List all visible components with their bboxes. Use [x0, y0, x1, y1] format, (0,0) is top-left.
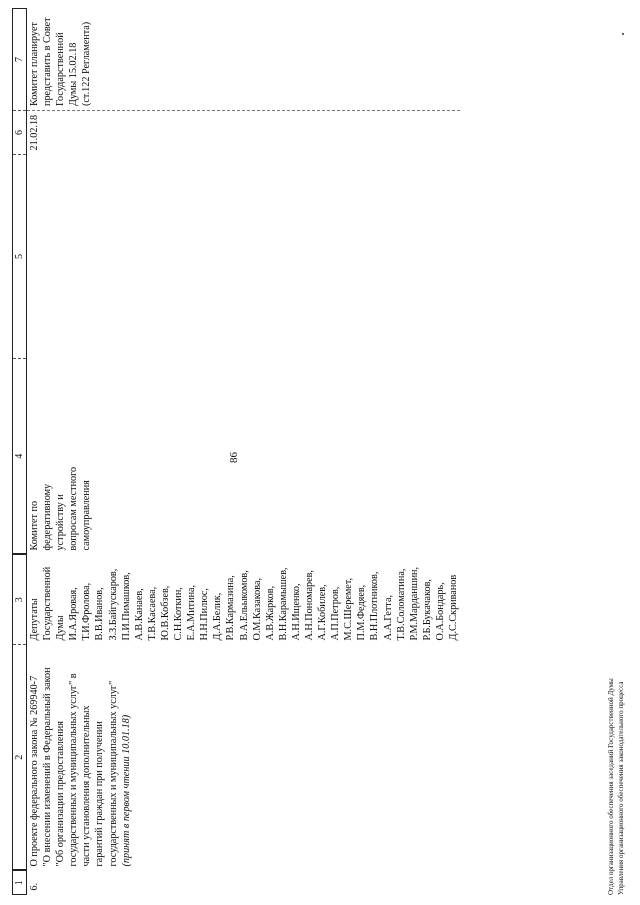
row-number: 6.: [29, 882, 40, 891]
author-line: Ю.В.Кобзев,: [159, 585, 171, 641]
committee-line: самоуправления: [81, 480, 93, 551]
author-line: В.В.Иванов,: [94, 587, 106, 641]
author-line: С.Н.Коткин,: [173, 587, 185, 641]
author-line: В.Н.Карамышев,: [277, 567, 289, 641]
bill-title-line: "О внесении изменений в Федеральный закон: [42, 667, 54, 867]
table-row: [27, 9, 461, 895]
plan-line: представить в Совет: [42, 17, 54, 106]
footer-line: Управления организационного обеспечения законодательного процесса: [617, 681, 625, 895]
plan-line: Комитет планирует: [29, 22, 40, 106]
author-line: Н.Н.Пилюс,: [199, 588, 211, 641]
author-line: В.А.Ельыкомов,: [238, 570, 250, 641]
plan-line: (ст.122 Регламента): [81, 21, 93, 106]
author-line: Д.С.Скриванов: [448, 574, 459, 641]
bill-title-line: государственных и муниципальных услуг": [107, 680, 119, 867]
author-line: Р.В.Кармазина,: [225, 575, 237, 641]
first-reading-note: (принят в первом чтении 10.01.18): [120, 714, 132, 867]
col-header-6: 6: [13, 111, 27, 155]
col-header-7: 7: [13, 9, 27, 111]
bill-table: [12, 8, 460, 895]
author-line: А.Н.Пономарев,: [303, 570, 315, 641]
bill-title-line: гарантий граждан при получении: [94, 721, 106, 867]
plan-line: Государственной: [55, 32, 67, 106]
page-number: 86: [228, 452, 240, 463]
col-header-1: 1: [13, 871, 27, 895]
author-line: Е.А.Митина,: [186, 584, 198, 641]
author-line: Думы: [55, 615, 67, 641]
committee-cell: [27, 359, 461, 555]
author-line: Депутаты: [29, 598, 40, 641]
author-line: М.С.Шеремет,: [343, 577, 355, 641]
bill-title-line: части установления дополнительных: [81, 705, 93, 867]
author-line: П.М.Федяев,: [356, 584, 368, 641]
authors-cell: [27, 555, 461, 645]
author-line: А.Г.Кобилев,: [317, 584, 329, 641]
author-line: Р.Б.Букачаков,: [421, 579, 433, 641]
bill-title-cell: [27, 645, 461, 871]
bill-title-line: государственных и муниципальных услуг" в: [68, 673, 80, 867]
author-line: А.В.Канаев,: [133, 588, 145, 641]
author-line: З.З.Байгускаров,: [107, 568, 119, 641]
author-line: Т.В.Соломатина,: [395, 568, 407, 641]
column-5-cell: [27, 155, 461, 359]
committee-line: устройству и: [55, 494, 67, 551]
col-header-2: 2: [13, 645, 27, 871]
author-line: Д.А.Белик,: [212, 592, 224, 641]
author-line: Р.М.Марданшин,: [408, 566, 420, 641]
plan-line: Думы 15.02.18: [68, 42, 80, 106]
author-line: Государственной: [42, 566, 54, 641]
author-line: П.И.Пимашков,: [120, 572, 132, 641]
author-line: О.А.Бондарь,: [434, 582, 446, 641]
bill-title-line: О проекте федерального закона № 269940-7: [29, 675, 40, 867]
author-line: Т.В.Касаева,: [146, 586, 158, 641]
footer-line: Отдел организационного обеспечения заседаний Государственной Думы: [607, 678, 615, 895]
plan-cell: [27, 9, 461, 111]
author-line: А.П.Петров,: [330, 586, 342, 641]
column-number-row: [13, 9, 27, 895]
author-line: В.Н.Плотников,: [369, 571, 381, 641]
author-line: Т.И.Фролова,: [81, 582, 93, 641]
author-line: И.А.Яровая,: [68, 587, 80, 641]
author-line: А.Н.Ищенко,: [290, 583, 302, 641]
col-header-4: 4: [13, 359, 27, 555]
committee-line: федеративному: [42, 483, 54, 551]
committee-line: Комитет по: [29, 500, 40, 551]
col-header-3: 3: [13, 555, 27, 645]
author-line: О.М.Казакова,: [251, 577, 263, 641]
col-header-5: 5: [13, 155, 27, 359]
date-cell: 21.02.18: [29, 114, 40, 151]
scan-dot: [622, 33, 624, 35]
bill-title-line: "Об организации предоставления: [55, 721, 67, 867]
author-line: А.В.Жарков,: [264, 585, 276, 641]
committee-line: вопросам местного: [68, 466, 80, 551]
author-line: А.А.Гетта,: [382, 594, 394, 641]
footer: [606, 678, 626, 895]
